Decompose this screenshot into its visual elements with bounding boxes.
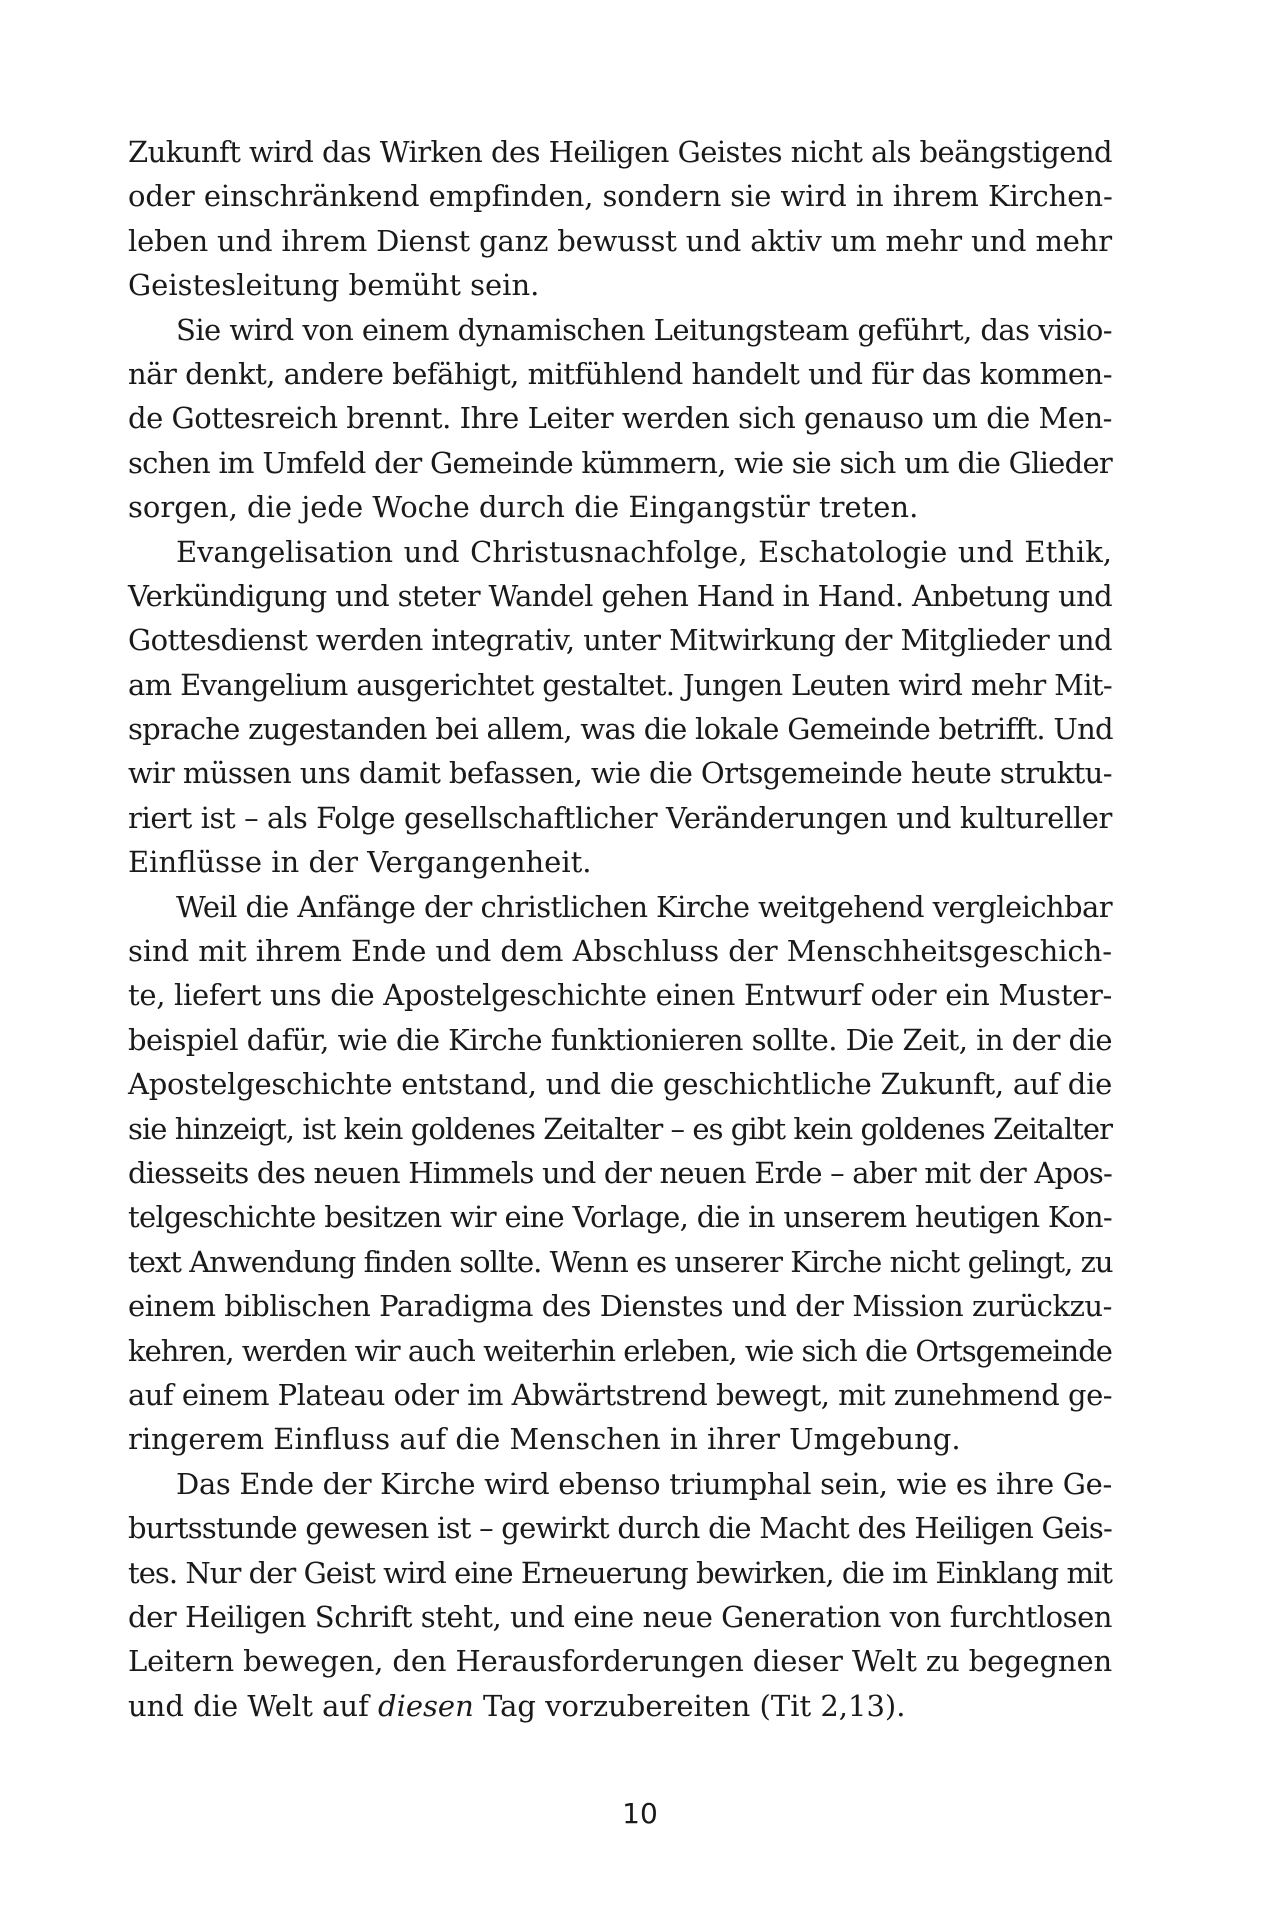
text-line: när denkt, andere befähigt, mitfühlend handelt und für das kommen- [128, 356, 1112, 391]
text-line: Evangelisation und Christusnachfolge, Eschatologie und Ethik, [176, 534, 1112, 569]
text-line: Das Ende der Kirche wird ebenso triumphal sein, wie es ihre Ge- [176, 1466, 1112, 1501]
text-line-final [128, 1684, 1112, 1728]
text-line: sprache zugestanden bei allem, was die lokale Gemeinde betrifft. Und [128, 712, 1113, 747]
text-line: text Anwendung finden sollte. Wenn es unserer Kirche nicht gelingt, zu [128, 1244, 1113, 1279]
emphasized-word: diesen [378, 1688, 474, 1723]
text-line: de Gottesreich brennt. Ihre Leiter werden sich genauso um die Men- [128, 401, 1112, 436]
text-line: beispiel dafür, wie die Kirche funktionieren sollte. Die Zeit, in der die [128, 1022, 1112, 1057]
text-line: Einflüsse in der Vergangenheit. [128, 845, 592, 880]
text-line: burtsstunde gewesen ist – gewirkt durch die Macht des Heiligen Geis- [128, 1511, 1112, 1546]
text-line: telgeschichte besitzen wir eine Vorlage, die in unserem heutigen Kon- [128, 1200, 1113, 1235]
text-line: ringerem Einfluss auf die Menschen in ihrer Umgebung. [128, 1422, 961, 1457]
text-line: wir müssen uns damit befassen, wie die Ortsgemeinde heute struktu- [128, 756, 1112, 791]
text-line: Weil die Anfänge der christlichen Kirche weitgehend vergleichbar [176, 889, 1112, 924]
text-line: Gottesdienst werden integrativ, unter Mitwirkung der Mitglieder und [128, 623, 1112, 658]
text-line: sie hinzeigt, ist kein goldenes Zeitalter – es gibt kein goldenes Zeitalter [128, 1111, 1113, 1146]
text-line: sorgen, die jede Woche durch die Eingangstür treten. [128, 490, 919, 525]
text-line: Leitern bewegen, den Herausforderungen dieser Welt zu begegnen [128, 1644, 1113, 1679]
text-line: Verkündigung und steter Wandel gehen Hand in Hand. Anbetung und [128, 578, 1113, 613]
page-number: 10 [622, 1797, 658, 1830]
text-line: sind mit ihrem Ende und dem Abschluss der Menschheitsgeschich- [128, 934, 1112, 969]
text-segment: und die Welt auf [128, 1688, 379, 1723]
text-line: Zukunft wird das Wirken des Heiligen Geistes nicht als beängstigend [128, 135, 1112, 169]
text-line: leben und ihrem Dienst ganz bewusst und aktiv um mehr und mehr [128, 223, 1112, 258]
text-line: riert ist – als Folge gesellschaftlicher Veränderungen und kultureller [128, 800, 1113, 835]
text-line: auf einem Plateau oder im Abwärtstrend bewegt, mit zunehmend ge- [128, 1377, 1112, 1412]
text-line: am Evangelium ausgerichtet gestaltet. Jungen Leuten wird mehr Mit- [128, 667, 1113, 702]
text-line: der Heiligen Schrift steht, und eine neue Generation von furchtlosen [128, 1599, 1113, 1634]
text-line: Sie wird von einem dynamischen Leitungsteam geführt, das visio- [176, 312, 1112, 347]
text-segment: Tag vorzubereiten (Tit 2,13). [473, 1688, 906, 1723]
text-line: kehren, werden wir auch weiterhin erleben, wie sich die Ortsgemeinde [128, 1333, 1113, 1368]
text-line: te, liefert uns die Apostelgeschichte einen Entwurf oder ein Muster- [128, 978, 1113, 1013]
text-line: einem biblischen Paradigma des Dienstes und der Mission zurückzu- [128, 1289, 1112, 1324]
text-line: oder einschränkend empfinden, sondern sie wird in ihrem Kirchen- [128, 179, 1113, 214]
text-line: diesseits des neuen Himmels und der neuen Erde – aber mit der Apos- [128, 1155, 1113, 1190]
text-line: tes. Nur der Geist wird eine Erneuerung bewirken, die im Einklang mit [128, 1555, 1112, 1590]
text-line: schen im Umfeld der Gemeinde kümmern, wie sie sich um die Glieder [128, 445, 1113, 480]
text-line: Geistesleitung bemüht sein. [128, 268, 540, 303]
body-text [128, 130, 1112, 1728]
text-line: Apostelgeschichte entstand, und die geschichtliche Zukunft, auf die [128, 1067, 1113, 1102]
